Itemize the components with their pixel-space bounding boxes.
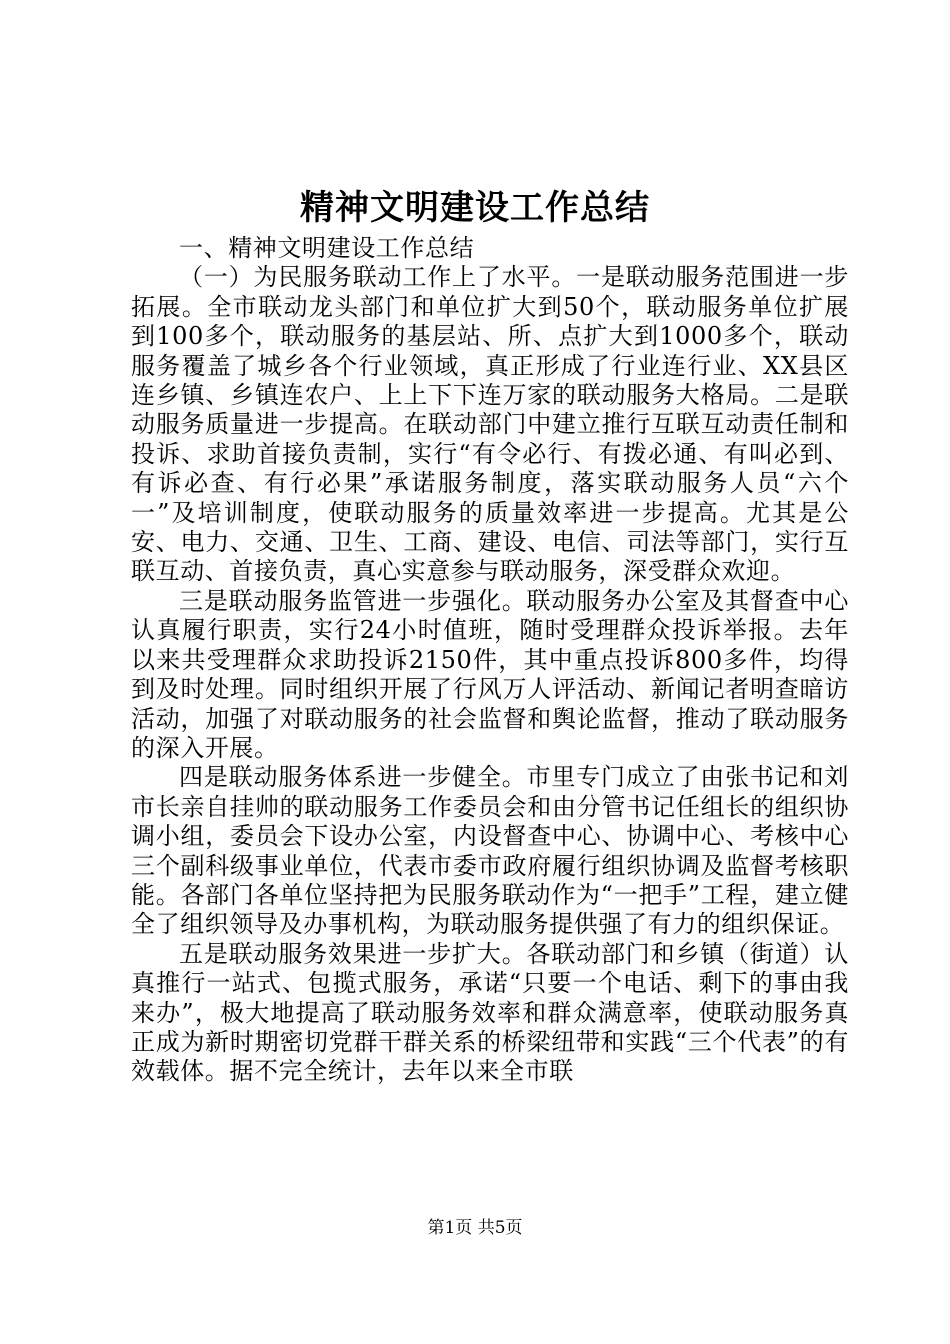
paragraph-4: 五是联动服务效果进一步扩大。各联动部门和乡镇（街道）认真推行一站式、包揽式服务，承诺“只要一个电话、剩下的事由我来办”，极大地提高了联动服务效率和群众满意率，使联动服务真正成为新时期密切党群干群关系的桥梁纽带和实践“三个代表”的有效载体。据不完全统计，去年以来全市联: [131, 939, 849, 1086]
document-title: 精神文明建设工作总结: [300, 188, 650, 228]
paragraph-1: （一）为民服务联动工作上了水平。一是联动服务范围进一步拓展。全市联动龙头部门和单位扩大到50个，联动服务单位扩展到100多个，联动服务的基层站、所、点扩大到1000多个，联动服务覆盖了城乡各个行业领域，真正形成了行业连行业、XX县区连乡镇、乡镇连农户、上上下下连万家的联动服务大格局。二是联动服务质量进一步提高。在联动部门中建立推行互联互动责任制和投诉、求助首接负责制，实行“有令必行、有拨必通、有叫必到、有诉必查、有行必果”承诺服务制度，落实联动服务人员“六个一”及培训制度，使联动服务的质量效率进一步提高。尤其是公安、电力、交通、卫生、工商、建设、电信、司法等部门，实行互联互动、首接负责，真心实意参与联动服务，深受群众欢迎。: [131, 263, 849, 586]
document-body: [131, 234, 849, 1087]
page-number-footer: 第1页 共5页: [427, 1218, 523, 1238]
paragraph-2: 三是联动服务监管进一步强化。联动服务办公室及其督查中心认真履行职责，实行24小时值班，随时受理群众投诉举报。去年以来共受理群众求助投诉2150件，其中重点投诉800多件，均得到及时处理。同时组织开展了行风万人评活动、新闻记者明查暗访活动，加强了对联动服务的社会监督和舆论监督，推动了联动服务的深入开展。: [131, 586, 849, 762]
section-heading: 一、精神文明建设工作总结: [179, 234, 475, 262]
paragraph-3: 四是联动服务体系进一步健全。市里专门成立了由张书记和刘市长亲自挂帅的联动服务工作委员会和由分管书记任组长的组织协调小组，委员会下设办公室，内设督查中心、协调中心、考核中心三个副科级事业单位，代表市委市政府履行组织协调及监督考核职能。各部门各单位坚持把为民服务联动作为“一把手”工程，建立健全了组织领导及办事机构，为联动服务提供强了有力的组织保证。: [131, 763, 849, 939]
